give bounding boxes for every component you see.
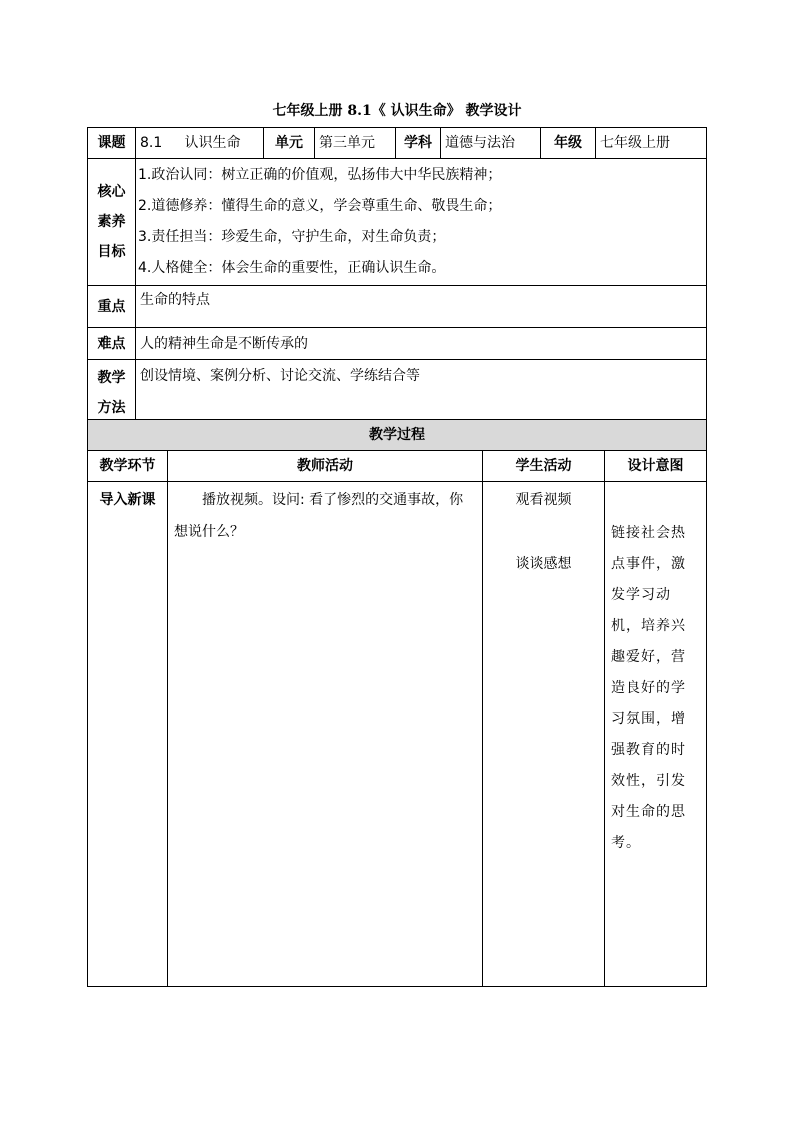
document-title: 七年级上册 8.1《 认识生命》 教学设计 <box>272 103 522 119</box>
core-goals-label <box>88 159 136 286</box>
grade-label: 年级 <box>541 128 596 159</box>
methods-label-line: 方法 <box>97 400 126 416</box>
core-goals-label-line: 核心 <box>97 184 126 200</box>
core-goals-label-line: 目标 <box>97 244 126 260</box>
teacher-activity: 播放视频。设问: 看了惨烈的交通事故，你想说什么？ <box>168 482 483 987</box>
methods-label-line: 教学 <box>97 370 126 386</box>
difficulty-value: 人的精神生命是不断传承的 <box>136 328 707 360</box>
subject-label: 学科 <box>396 128 441 159</box>
grade-value: 七年级上册 <box>596 128 707 159</box>
goal-item: 4.人格健全：体会生命的重要性，正确认识生命。 <box>138 260 446 276</box>
teaching-process-table <box>87 419 707 987</box>
core-goals-list <box>136 159 707 286</box>
column-header-section: 教学环节 <box>88 451 168 482</box>
core-goals-label-line: 素养 <box>97 214 126 230</box>
goal-item: 3.责任担当：珍爱生命，守护生命，对生命负责； <box>138 229 446 245</box>
column-header-intent: 设计意图 <box>605 451 707 482</box>
lesson-info-table <box>87 127 707 427</box>
unit-label: 单元 <box>264 128 315 159</box>
column-header-teacher: 教师活动 <box>168 451 483 482</box>
methods-value: 创设情境、案例分析、讨论交流、学练结合等 <box>136 360 707 427</box>
topic-value: 8.1 认识生命 <box>136 128 264 159</box>
process-heading: 教学过程 <box>88 420 707 451</box>
focus-label: 重点 <box>88 286 136 328</box>
topic-label: 课题 <box>88 128 136 159</box>
subject-value: 道德与法治 <box>441 128 541 159</box>
student-activity-item: 观看视频 <box>515 492 572 508</box>
table-row <box>88 482 707 987</box>
difficulty-label: 难点 <box>88 328 136 360</box>
section-name: 导入新课 <box>88 482 168 987</box>
student-activity-item: 谈谈感想 <box>515 556 572 572</box>
goal-item: 1.政治认同：树立正确的价值观，弘扬伟大中华民族精神； <box>138 167 502 183</box>
goal-item: 2.道德修养：懂得生命的意义，学会尊重生命、敬畏生命； <box>138 198 502 214</box>
methods-label <box>88 360 136 427</box>
column-header-student: 学生活动 <box>483 451 605 482</box>
student-activity <box>483 482 605 987</box>
design-intent: 链接社会热点事件，激发学习动机，培养兴趣爱好，营造良好的学习氛围，增强教育的时效性，引发对生命的思考。 <box>605 482 707 987</box>
unit-value: 第三单元 <box>315 128 396 159</box>
focus-value: 生命的特点 <box>136 286 707 328</box>
